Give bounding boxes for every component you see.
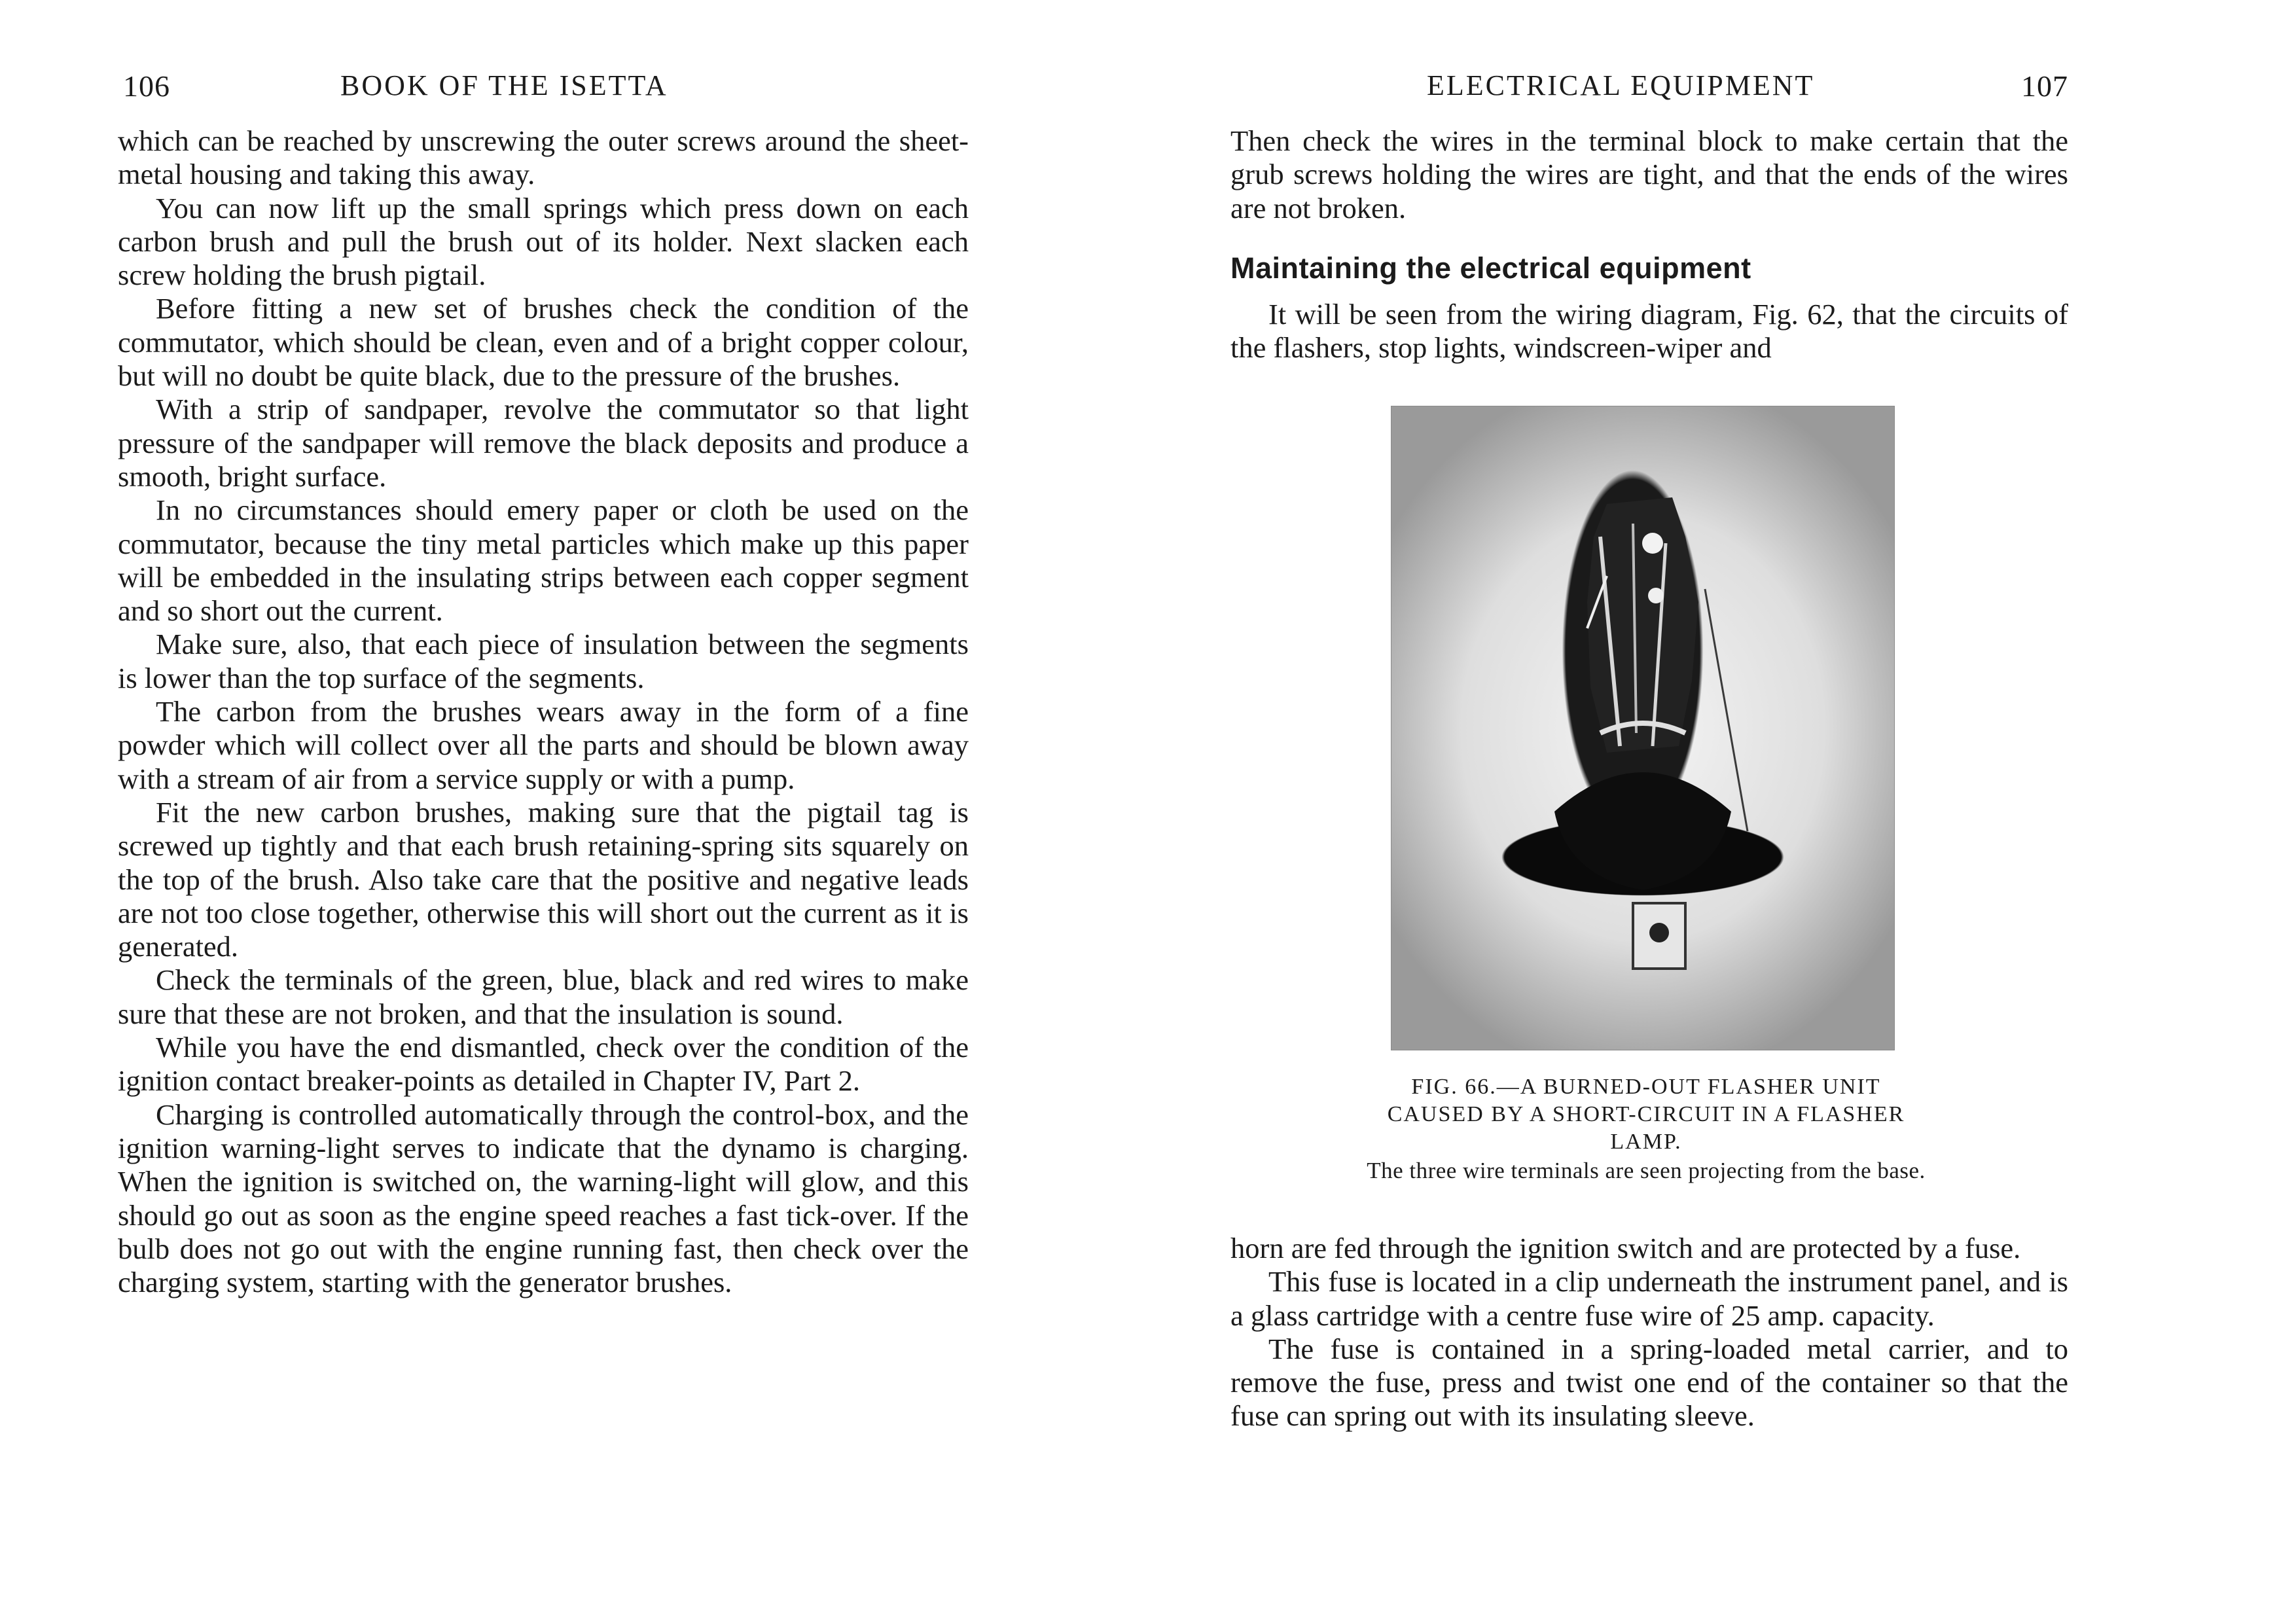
right-mid-text bbox=[1230, 298, 2068, 365]
paragraph: The carbon from the brushes wears away in the form of a fine powder which will collect over all the parts and should be blown away with a stream of air from a service supply or with a pump. bbox=[118, 695, 969, 795]
right-running-title: ELECTRICAL EQUIPMENT bbox=[1427, 69, 1815, 101]
paragraph: You can now lift up the small springs which press down on each carbon brush and pull the brush out of its holder. Next slacken each screw holding the brush pigtail. bbox=[118, 191, 969, 292]
figure-subcaption: The three wire terminals are seen projecting from the base. bbox=[1367, 1158, 1926, 1183]
flasher-unit-illustration bbox=[1391, 406, 1895, 1050]
paragraph: Then check the wires in the terminal block to make certain that the grub screws holding the wires are tight, and that the ends of the wires are not broken. bbox=[1230, 124, 2068, 224]
left-body-text bbox=[118, 124, 969, 1299]
paragraph: Charging is controlled automatically through the control-box, and the ignition warning-light serves to indicate that the dynamo is charging. When the ignition is switched on, the warning-light will glow, and this should go out as soon as the engine speed reaches a fast tick-over. If the bulb does not go out with the engine running fast, then check over the charging system, starting with the generator brushes. bbox=[118, 1098, 969, 1299]
paragraph: While you have the end dismantled, check over the condition of the ignition contact breaker-points as detailed in Chapter IV, Part 2. bbox=[118, 1031, 969, 1098]
paragraph: This fuse is located in a clip underneath the instrument panel, and is a glass cartridge with a centre fuse wire of 25 amp. capacity. bbox=[1230, 1265, 2068, 1332]
left-running-title: BOOK OF THE ISETTA bbox=[340, 69, 668, 101]
caption-line: LAMP. bbox=[1610, 1130, 1682, 1154]
paragraph: In no circumstances should emery paper or cloth be used on the commutator, because the tiny metal particles which make up this paper will be embedded in the insulating strips between each copper segment and so short out the current. bbox=[118, 493, 969, 628]
left-page-number: 106 bbox=[123, 69, 170, 103]
paragraph: Make sure, also, that each piece of insulation between the segments is lower than the top surface of the segments. bbox=[118, 628, 969, 694]
flasher-unit-photo bbox=[1391, 406, 1895, 1050]
paragraph: horn are fed through the ignition switch and are protected by a fuse. bbox=[1230, 1232, 2021, 1264]
right-bottom-text bbox=[1230, 1232, 2068, 1433]
left-page bbox=[118, 0, 969, 1610]
paragraph: The fuse is contained in a spring-loaded metal carrier, and to remove the fuse, press and twist one end of the container so that the fuse can spring out with its insulating sleeve. bbox=[1230, 1332, 2068, 1433]
right-top-text bbox=[1230, 124, 2068, 225]
paragraph: which can be reached by unscrewing the outer screws around the sheet-metal housing and taking this away. bbox=[118, 124, 969, 191]
paragraph: It will be seen from the wiring diagram, Fig. 62, that the circuits of the flashers, stop lights, windscreen-wiper and bbox=[1230, 298, 2068, 365]
right-page-number: 107 bbox=[2021, 69, 2068, 103]
caption-line: CAUSED BY A SHORT-CIRCUIT IN A FLASHER bbox=[1387, 1102, 1905, 1126]
paragraph: Fit the new carbon brushes, making sure that the pigtail tag is screwed up tightly and that each brush retaining-spring sits squarely on the top of the brush. Also take care that the positive and negative leads are not too close together, otherwise this will short out the current as it is generated. bbox=[118, 795, 969, 963]
paragraph: With a strip of sandpaper, revolve the commutator so that light pressure of the sandpaper will remove the black deposits and produce a smooth, bright surface. bbox=[118, 393, 969, 493]
section-heading: Maintaining the electrical equipment bbox=[1230, 251, 1751, 285]
paragraph: Check the terminals of the green, blue, black and red wires to make sure that these are not broken, and that the insulation is sound. bbox=[118, 963, 969, 1030]
figure-caption bbox=[1230, 1073, 2062, 1185]
caption-line: FIG. 66.—A BURNED-OUT FLASHER UNIT bbox=[1411, 1075, 1881, 1099]
paragraph: Before fitting a new set of brushes check the condition of the commutator, which should be clean, even and of a bright copper colour, but will no doubt be quite black, due to the pressure of the brushes. bbox=[118, 292, 969, 393]
left-running-head bbox=[118, 69, 969, 115]
right-running-head bbox=[1230, 69, 2068, 115]
right-page bbox=[1230, 0, 2068, 1610]
